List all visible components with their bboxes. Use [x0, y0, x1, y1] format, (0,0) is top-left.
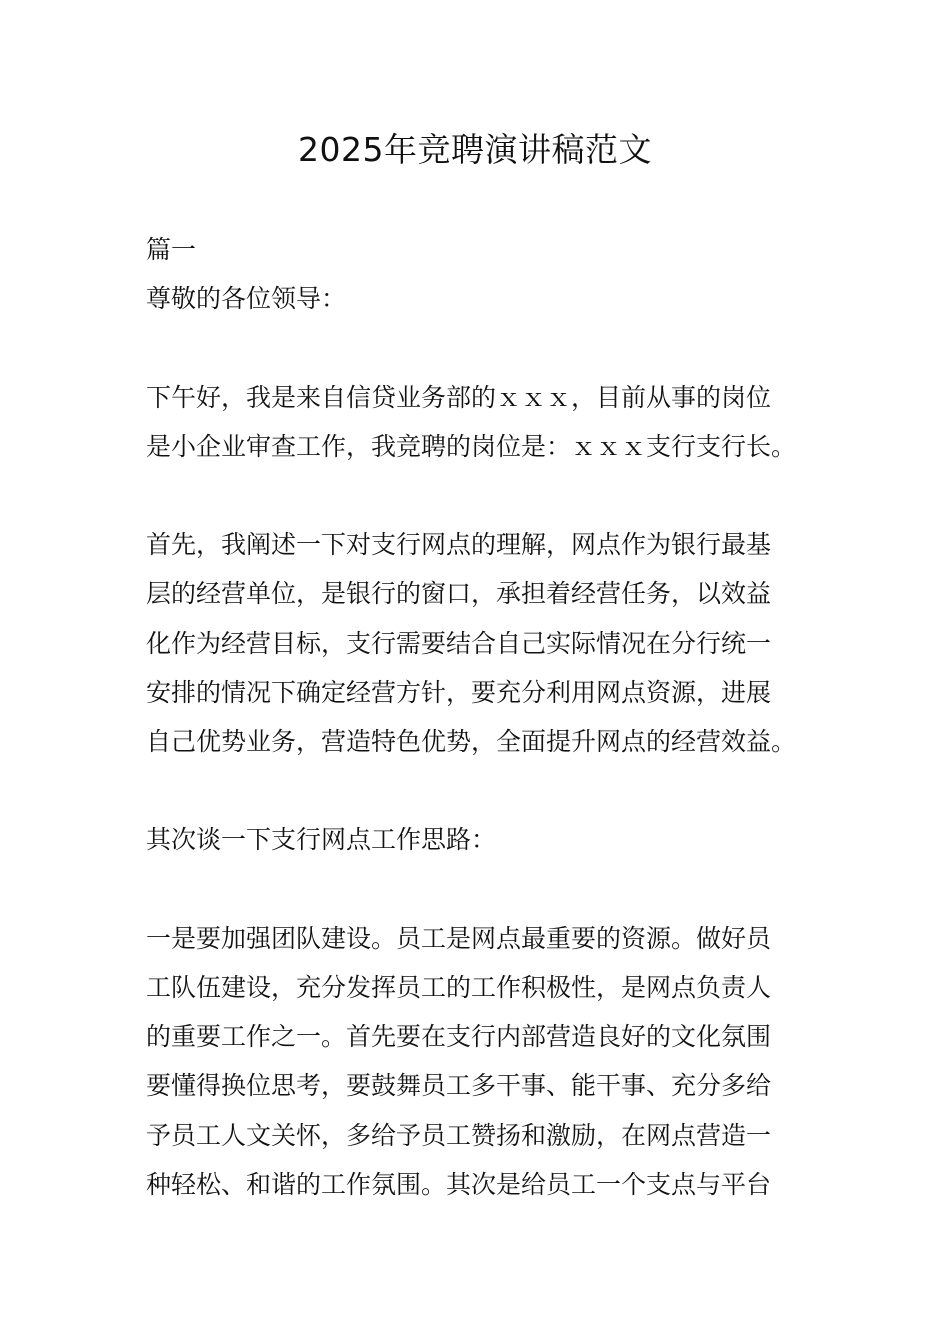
section-label: 篇一 [146, 235, 197, 264]
paragraph-line: 要懂得换位思考，要鼓舞员工多干事、能干事、充分多给 [146, 1071, 772, 1101]
paragraph-line: 种轻松、和谐的工作氛围。其次是给员工一个支点与平台 [146, 1169, 772, 1199]
paragraph-line: 层的经营单位，是银行的窗口，承担着经营任务，以效益 [146, 579, 772, 609]
paragraph-line: 安排的情况下确定经营方针，要充分利用网点资源，进展 [146, 677, 772, 707]
paragraph-gap [146, 766, 808, 815]
document-body [146, 225, 808, 1209]
paragraph-line: 工队伍建设，充分发挥员工的工作积极性，是网点负责人 [146, 972, 772, 1002]
paragraph-line: 自己优势业务，营造特色优势，全面提升网点的经营效益。 [146, 727, 797, 756]
paragraph-gap [146, 323, 808, 372]
paragraph-line: 的重要工作之一。首先要在支行内部营造良好的文化氛围 [146, 1022, 772, 1052]
document-title: 2025年竞聘演讲稿范文 [298, 130, 652, 169]
paragraph-line: 化作为经营目标，支行需要结合自己实际情况在分行统一 [146, 628, 772, 658]
paragraph-line: 予员工人文关怀，多给予员工赞扬和激励，在网点营造一 [146, 1120, 772, 1150]
paragraph-gap [146, 865, 808, 914]
paragraph-line: 一是要加强团队建设。员工是网点最重要的资源。做好员 [146, 923, 772, 953]
paragraph-line: 首先，我阐述一下对支行网点的理解，网点作为银行最基 [146, 530, 772, 560]
paragraph-line: 是小企业审查工作，我竞聘的岗位是：ｘｘｘ支行支行长。 [146, 431, 797, 461]
paragraph-line: 下午好，我是来自信贷业务部的ｘｘｘ，目前从事的岗位 [146, 382, 772, 412]
paragraph-gap [146, 471, 808, 520]
greeting: 尊敬的各位领导： [146, 284, 347, 314]
paragraph-line: 其次谈一下支行网点工作思路： [146, 825, 497, 855]
